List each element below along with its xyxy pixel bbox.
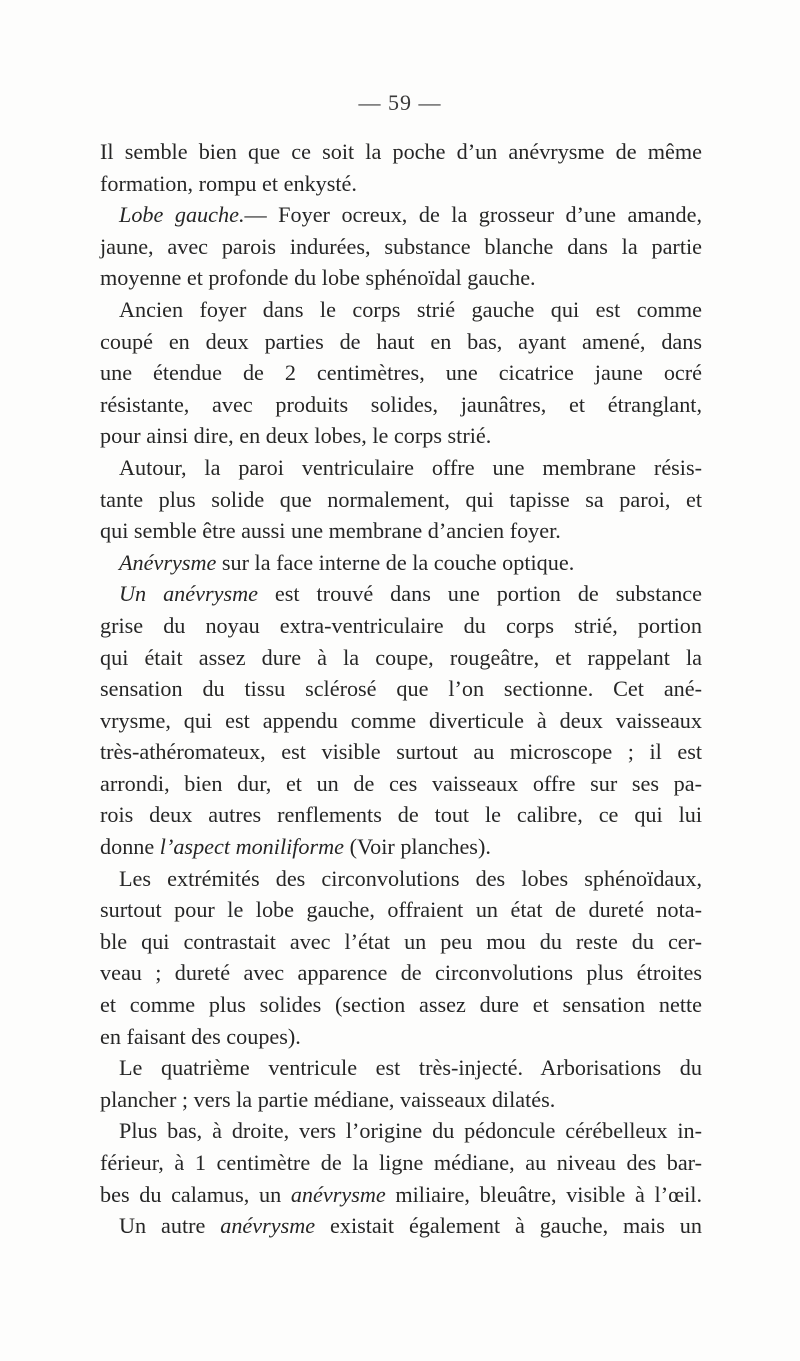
text-line	[100, 357, 702, 389]
text-line	[100, 168, 702, 200]
text-line	[100, 989, 702, 1021]
text-line	[100, 1147, 702, 1179]
text-line	[100, 326, 702, 358]
text-segment: Ancien foyer dans le corps strié gauche qui est comme	[119, 296, 702, 322]
text-segment: Plus bas, à droite, vers l’origine du pédoncule cérébelleux in-	[119, 1118, 702, 1144]
text-line	[100, 578, 702, 610]
text-segment: qui semble être aussi une membrane d’ancien foyer.	[100, 518, 561, 544]
text-line	[100, 705, 702, 737]
text-line	[100, 1210, 702, 1242]
text-segment: formation, rompu et enkysté.	[100, 170, 357, 196]
text-segment: férieur, à 1 centimètre de la ligne médiane, au niveau des bar-	[100, 1150, 702, 1175]
text-segment: Les extrémités des circonvolutions des lobes sphénoïdaux,	[119, 865, 702, 891]
text-segment: vrysme, qui est appendu comme diverticule à deux vaisseaux	[100, 707, 702, 733]
text-line	[100, 673, 702, 705]
text-line	[100, 1052, 702, 1084]
italic-text: anévrysme	[290, 1181, 386, 1207]
text-segment: arrondi, bien dur, et un de ces vaisseaux offre sur ses pa-	[100, 770, 702, 796]
italic-text: l’aspect moniliforme	[159, 834, 345, 860]
text-line	[100, 736, 702, 768]
text-line	[100, 420, 702, 452]
text-segment: grise du noyau extra-ventriculaire du corps strié, portion	[100, 612, 702, 638]
text-segment: tante plus solide que normalement, qui tapisse sa paroi, et	[100, 486, 702, 512]
text-segment: surtout pour le lobe gauche, offraient un état de dureté nota-	[100, 897, 702, 923]
text-segment: coupé en deux parties de haut en bas, ayant amené, dans	[100, 328, 702, 354]
text-line	[100, 610, 702, 642]
text-segment: ble qui contrastait avec l’état un peu mou du reste du cer-	[100, 928, 702, 954]
text-segment: pour ainsi dire, en deux lobes, le corps strié.	[100, 423, 492, 449]
text-line	[100, 484, 702, 516]
page-number: — 59 —	[358, 90, 442, 115]
text-segment: — Foyer ocreux, de la grosseur d’une amande,	[244, 202, 703, 228]
text-line	[100, 389, 702, 421]
text-line	[100, 894, 702, 926]
text-line	[100, 1084, 702, 1116]
text-segment: sur la face interne de la couche optique.	[216, 549, 575, 575]
text-line	[100, 452, 702, 484]
text-segment: une étendue de 2 centimètres, une cicatrice jaune ocré	[100, 360, 702, 386]
text-segment: (Voir planches).	[344, 834, 491, 860]
text-line	[100, 515, 702, 547]
text-line	[100, 231, 702, 263]
text-line	[100, 1179, 702, 1211]
text-segment: Le quatrième ventricule est très-injecté. Arborisations du	[119, 1055, 702, 1081]
text-line	[100, 1115, 702, 1147]
italic-text: anévrysme	[220, 1213, 316, 1239]
text-segment: qui était assez dure à la coupe, rougeâtre, et rappelant la	[100, 644, 702, 670]
text-segment: en faisant des coupes).	[100, 1023, 301, 1049]
text-line	[100, 1021, 702, 1053]
text-line	[100, 642, 702, 674]
text-line	[100, 199, 702, 231]
text-segment: est trouvé dans une portion de substance	[257, 581, 702, 607]
text-segment: jaune, avec parois indurées, substance blanche dans la partie	[100, 233, 702, 259]
text-segment: plancher ; vers la partie médiane, vaisseaux dilatés.	[100, 1086, 556, 1112]
text-segment: Autour, la paroi ventriculaire offre une membrane résis-	[119, 454, 702, 480]
text-segment: donne	[100, 834, 160, 860]
text-line	[100, 547, 702, 579]
italic-text: Un anévrysme	[119, 581, 258, 607]
text-segment: veau ; dureté avec apparence de circonvolutions plus étroites	[100, 960, 702, 986]
text-segment: existait également à gauche, mais un	[315, 1213, 702, 1239]
text-line	[100, 863, 702, 895]
text-line	[100, 831, 702, 863]
text-segment: rois deux autres renflements de tout le calibre, ce qui lui	[100, 802, 702, 828]
italic-text: Lobe gauche.	[119, 202, 245, 228]
text-segment: très-athéromateux, est visible surtout au microscope ; il est	[100, 739, 702, 765]
text-segment: Un autre	[119, 1213, 221, 1239]
text-segment: Il semble bien que ce soit la poche d’un anévrysme de même	[100, 139, 702, 164]
text-segment: et comme plus solides (section assez dure et sensation nette	[100, 992, 702, 1018]
text-line	[100, 294, 702, 326]
text-segment: résistante, avec produits solides, jaunâtres, et étranglant,	[100, 391, 702, 417]
text-line	[100, 136, 702, 168]
text-line	[100, 262, 702, 294]
body-text	[100, 136, 702, 1242]
text-segment: bes du calamus, un	[100, 1181, 291, 1207]
text-segment: sensation du tissu sclérosé que l’on sectionne. Cet ané-	[100, 676, 702, 702]
text-line	[100, 957, 702, 989]
italic-text: Anévrysme	[119, 549, 217, 575]
text-segment: moyenne et profonde du lobe sphénoïdal gauche.	[100, 265, 536, 291]
text-line	[100, 768, 702, 800]
text-segment: miliaire, bleuâtre, visible à l’œil.	[385, 1181, 702, 1207]
text-line	[100, 799, 702, 831]
text-line	[100, 926, 702, 958]
